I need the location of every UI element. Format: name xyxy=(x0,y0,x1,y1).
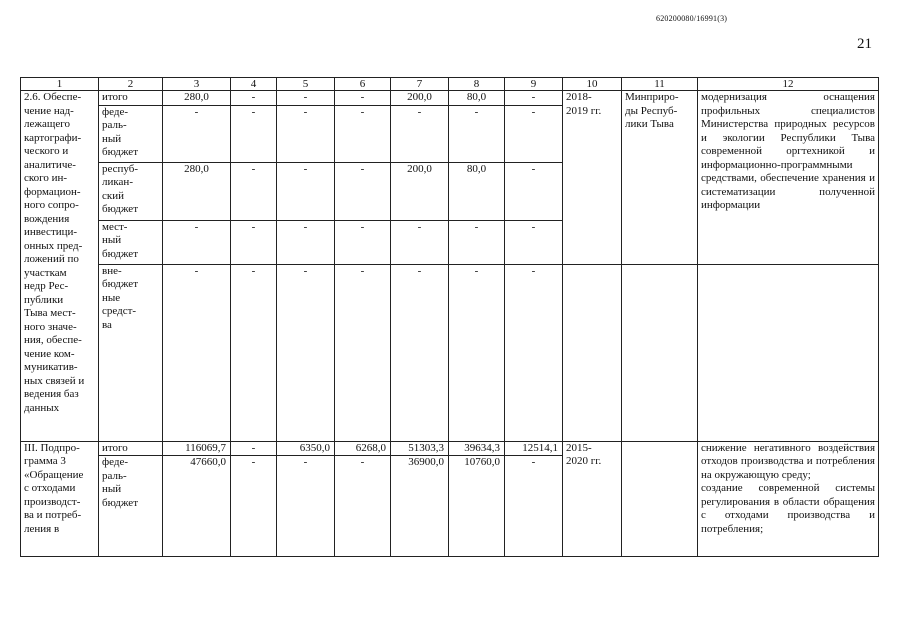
value-cell: - xyxy=(163,264,231,441)
value-cell: 6350,0 xyxy=(277,441,335,456)
funding-source-cell: мест- ный бюджет xyxy=(99,220,163,264)
column-header: 3 xyxy=(163,78,231,91)
value-cell: - xyxy=(505,105,563,162)
value-cell: - xyxy=(505,91,563,106)
value-cell: 200,0 xyxy=(391,162,449,220)
column-header: 5 xyxy=(277,78,335,91)
funding-source-cell: итого xyxy=(99,91,163,106)
executor-cell: Минприро- ды Респуб- лики Тыва xyxy=(622,91,698,265)
value-cell: - xyxy=(505,264,563,441)
value-cell: - xyxy=(163,220,231,264)
value-cell: 47660,0 xyxy=(163,456,231,557)
executor-cell xyxy=(622,441,698,557)
value-cell: - xyxy=(277,456,335,557)
empty-cell xyxy=(698,264,879,441)
column-header: 9 xyxy=(505,78,563,91)
value-cell: 6268,0 xyxy=(335,441,391,456)
value-cell: 10760,0 xyxy=(449,456,505,557)
value-cell: 280,0 xyxy=(163,91,231,106)
value-cell: - xyxy=(505,456,563,557)
value-cell: - xyxy=(391,264,449,441)
column-header: 6 xyxy=(335,78,391,91)
value-cell: - xyxy=(335,105,391,162)
value-cell: - xyxy=(231,91,277,106)
table-row xyxy=(21,264,879,441)
value-cell: - xyxy=(277,220,335,264)
value-cell: - xyxy=(505,220,563,264)
value-cell: - xyxy=(231,264,277,441)
column-header: 2 xyxy=(99,78,163,91)
column-header: 12 xyxy=(698,78,879,91)
value-cell: - xyxy=(277,105,335,162)
value-cell: 80,0 xyxy=(449,91,505,106)
value-cell: - xyxy=(231,162,277,220)
column-header: 1 xyxy=(21,78,99,91)
value-cell: - xyxy=(231,441,277,456)
empty-cell xyxy=(563,264,622,441)
value-cell: - xyxy=(335,91,391,106)
value-cell: - xyxy=(277,264,335,441)
value-cell: - xyxy=(163,105,231,162)
column-header: 8 xyxy=(449,78,505,91)
value-cell: - xyxy=(449,220,505,264)
value-cell: 12514,1 xyxy=(505,441,563,456)
subprogram-name-cell: III. Подпро- грамма 3 «Обращение с отходами производст- ва и потреб- ления в xyxy=(21,441,99,557)
column-header: 10 xyxy=(563,78,622,91)
value-cell: - xyxy=(277,162,335,220)
value-cell: - xyxy=(231,456,277,557)
table-row xyxy=(21,441,879,456)
table-row xyxy=(21,91,879,106)
result-cell: модернизация оснащения профильных специалистов Министерства природных ресурсов и экологии Республики Тыва современной оргтехникой и информационно-программными средствами, обеспечение хранения и систематизации полученной информации xyxy=(698,91,879,265)
funding-source-cell: вне- бюджет ные средст- ва xyxy=(99,264,163,441)
page-number: 21 xyxy=(857,36,872,52)
value-cell: - xyxy=(335,162,391,220)
value-cell: 80,0 xyxy=(449,162,505,220)
column-header: 11 xyxy=(622,78,698,91)
value-cell: - xyxy=(335,456,391,557)
value-cell: - xyxy=(505,162,563,220)
value-cell: - xyxy=(391,105,449,162)
result-cell: снижение негативного воздействия отходов производства и потребления на окружающую среду; создание современной системы регулирования в области обращения с отходами производства и потребления; xyxy=(698,441,879,557)
column-header: 4 xyxy=(231,78,277,91)
program-table xyxy=(20,77,879,557)
funding-source-cell: итого xyxy=(99,441,163,456)
period-cell: 2018- 2019 гг. xyxy=(563,91,622,265)
period-cell: 2015- 2020 гг. xyxy=(563,441,622,557)
value-cell: 280,0 xyxy=(163,162,231,220)
funding-source-cell: респуб- ликан- ский бюджет xyxy=(99,162,163,220)
value-cell: - xyxy=(277,91,335,106)
value-cell: - xyxy=(335,264,391,441)
value-cell: 39634,3 xyxy=(449,441,505,456)
value-cell: - xyxy=(231,220,277,264)
value-cell: 200,0 xyxy=(391,91,449,106)
empty-cell xyxy=(622,264,698,441)
column-header: 7 xyxy=(391,78,449,91)
value-cell: - xyxy=(231,105,277,162)
activity-name-cell: 2.6. Обеспе- чение над- лежащего картографи- ческого и аналитиче- ского ин- формацион- ного сопро- вождения инвестици- онных пред- ложений по участкам недр Рес- публики Тыва мест- ного значе- ния, обеспе- чение ком- муникатив- ных связей и ведения баз данных xyxy=(21,91,99,442)
value-cell: 116069,7 xyxy=(163,441,231,456)
value-cell: - xyxy=(391,220,449,264)
value-cell: - xyxy=(335,220,391,264)
value-cell: 36900,0 xyxy=(391,456,449,557)
funding-source-cell: феде- раль- ный бюджет xyxy=(99,105,163,162)
funding-source-cell: феде- раль- ный бюджет xyxy=(99,456,163,557)
value-cell: - xyxy=(449,264,505,441)
value-cell: - xyxy=(449,105,505,162)
document-code: 620200080/16991(3) xyxy=(656,14,728,23)
header-row xyxy=(21,78,879,91)
value-cell: 51303,3 xyxy=(391,441,449,456)
